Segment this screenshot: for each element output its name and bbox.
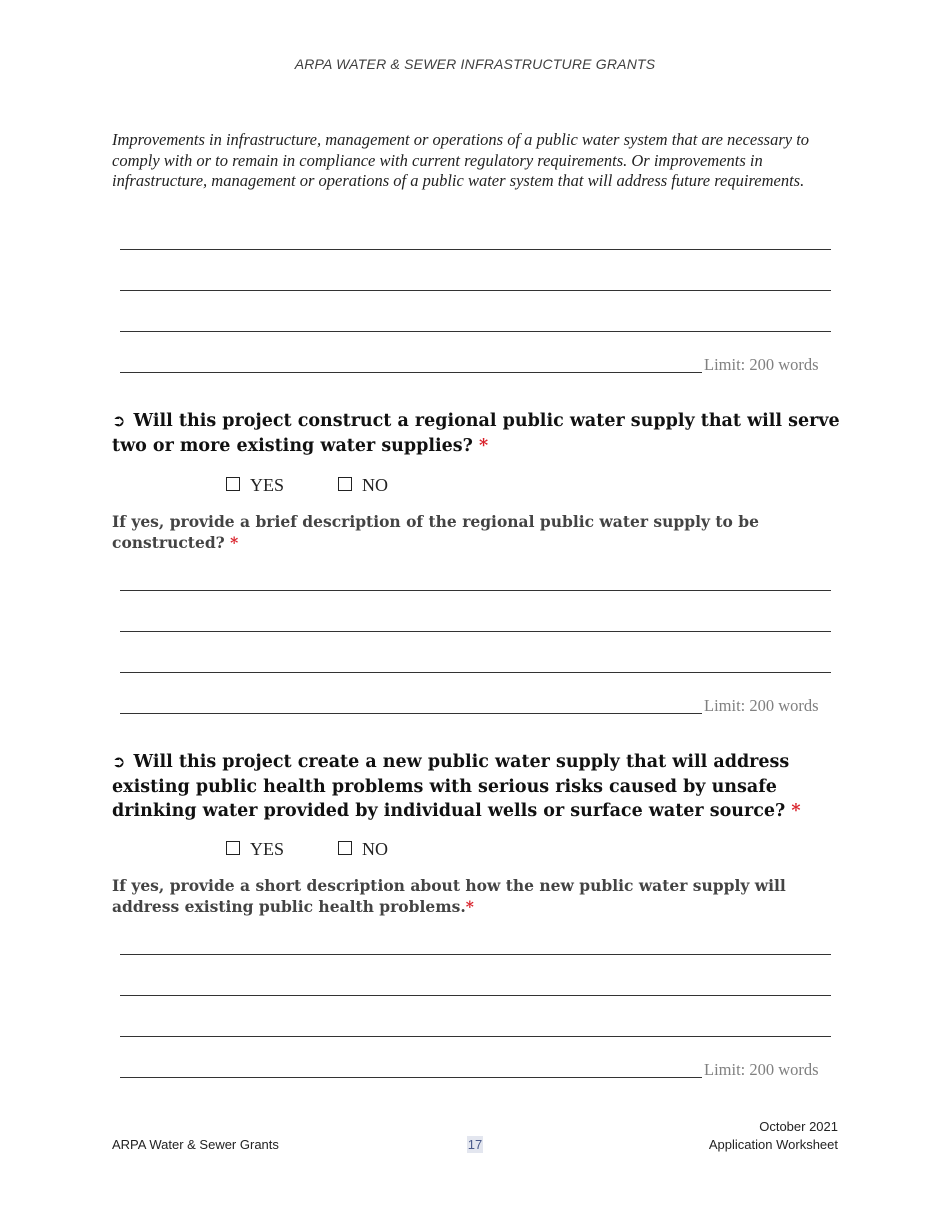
question-text: Will this project construct a regional public water supply that will serve two or more existing water supplies? <box>112 411 840 456</box>
required-asterisk: * <box>479 435 489 456</box>
checkbox-yes[interactable] <box>226 841 240 855</box>
page-number: 17 <box>467 1137 483 1152</box>
answer-line[interactable] <box>120 672 831 673</box>
checkbox-no[interactable] <box>338 477 352 491</box>
checkbox-label: NO <box>362 839 388 859</box>
answer-line[interactable] <box>120 372 702 373</box>
checkbox-label: NO <box>362 475 388 495</box>
word-limit-label: Limit: 200 words <box>704 696 819 715</box>
yes-option[interactable] <box>226 475 284 496</box>
intro-paragraph: Improvements in infrastructure, management or operations of a public water system that are necessary to comply with or to remain in compliance with current regulatory requirements. Or improvements in infrastructure, management or operations of a public water system that will address future requirements. <box>112 130 810 190</box>
word-limit-label: Limit: 200 words <box>704 355 819 374</box>
yes-option[interactable] <box>226 839 284 860</box>
footer-worksheet: Application Worksheet <box>708 1137 838 1152</box>
answer-line[interactable] <box>120 995 831 996</box>
checkbox-yes[interactable] <box>226 477 240 491</box>
answer-line[interactable] <box>120 590 831 591</box>
arrow-bullet-icon: ➲ <box>112 411 126 430</box>
checkbox-label: YES <box>250 475 285 495</box>
no-option[interactable] <box>338 839 388 860</box>
followup-text: If yes, provide a short description about how the new public water supply will address existing public health problems. <box>112 876 786 916</box>
checkbox-no[interactable] <box>338 841 352 855</box>
word-limit-label: Limit: 200 words <box>704 1060 819 1079</box>
required-asterisk: * <box>465 897 474 916</box>
followup-text: If yes, provide a brief description of the regional public water supply to be constructed? <box>112 512 759 552</box>
required-asterisk: * <box>791 801 801 821</box>
answer-line[interactable] <box>120 331 831 332</box>
followup-health-description <box>112 875 842 917</box>
question-text: Will this project create a new public water supply that will address existing public health problems with serious risks caused by unsafe drinking water provided by individual wells or surface water source? <box>112 752 790 821</box>
question-new-supply <box>112 750 847 824</box>
arrow-bullet-icon: ➲ <box>112 752 126 771</box>
answer-line[interactable] <box>120 631 831 632</box>
answer-line[interactable] <box>120 249 831 250</box>
footer-date: October 2021 <box>759 1119 838 1134</box>
answer-line[interactable] <box>120 1077 702 1078</box>
followup-regional-description <box>112 511 842 553</box>
page-header: ARPA WATER & SEWER INFRASTRUCTURE GRANTS <box>294 56 656 72</box>
no-option[interactable] <box>338 475 388 496</box>
question-regional-supply <box>112 409 847 458</box>
checkbox-label: YES <box>250 839 285 859</box>
answer-line[interactable] <box>120 713 702 714</box>
answer-line[interactable] <box>120 954 831 955</box>
footer-left: ARPA Water & Sewer Grants <box>112 1137 279 1152</box>
answer-line[interactable] <box>120 290 831 291</box>
answer-line[interactable] <box>120 1036 831 1037</box>
required-asterisk: * <box>230 533 239 552</box>
